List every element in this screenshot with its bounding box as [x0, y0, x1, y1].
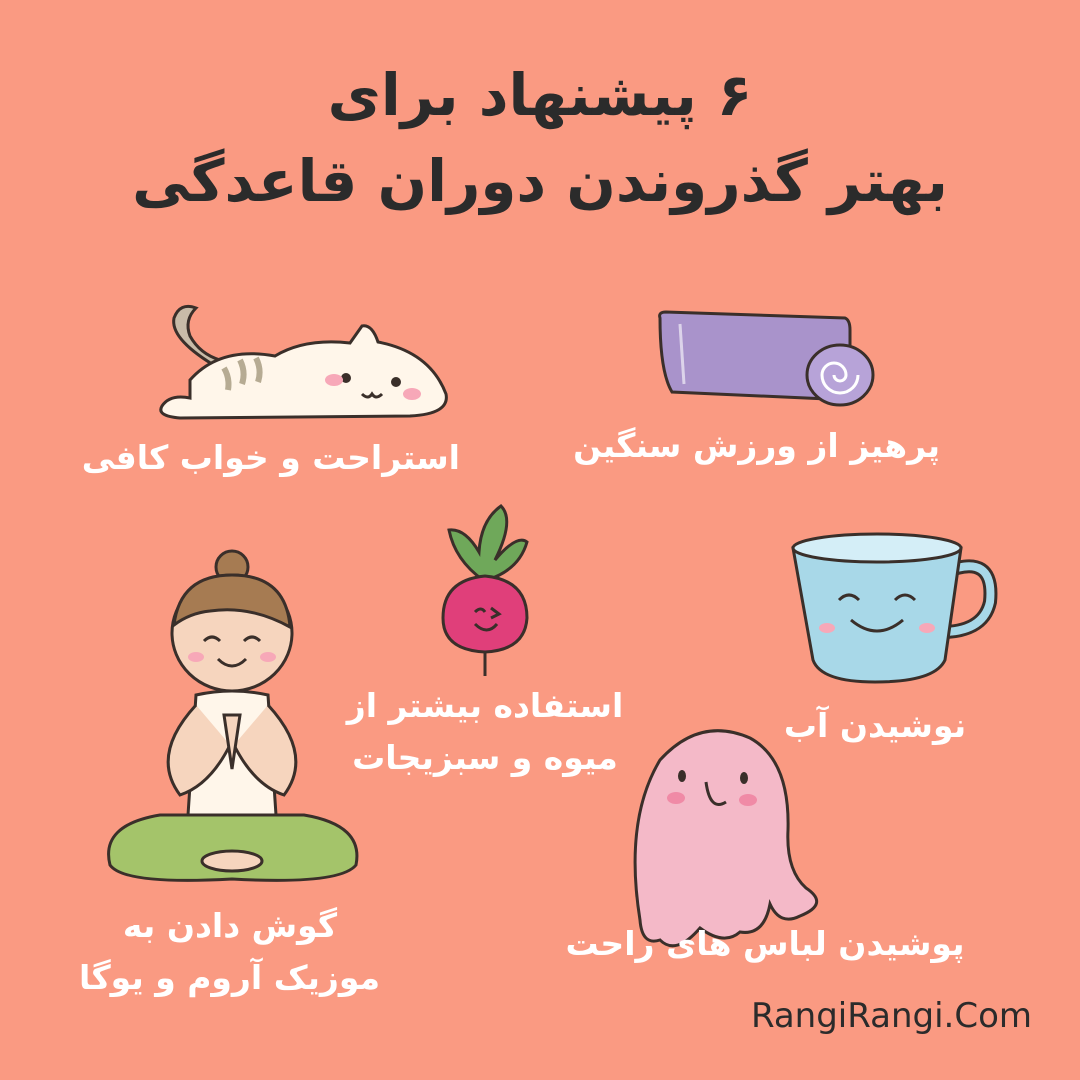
tip-music-and-yoga: [80, 900, 380, 1004]
tip-avoid-heavy-exercise: پرهیز از ورزش سنگین: [573, 426, 940, 465]
title-line-2: بهتر گذروندن دوران قاعدگی: [132, 147, 948, 215]
tip-fruits-vegetables: [340, 680, 630, 784]
yoga-mat-icon: [650, 300, 880, 415]
page-title: [0, 52, 1080, 224]
tip-fruits-vegetables-line-1: استفاده بیشتر از: [346, 686, 624, 725]
title-line-1: ۶ پیشنهاد برای: [327, 61, 753, 129]
tip-fruits-vegetables-line-2: میوه و سبزیجات: [352, 738, 618, 777]
tip-comfortable-clothes: پوشیدن لباس های راحت: [565, 924, 965, 963]
smiling-cup-icon: [785, 522, 1000, 687]
radish-icon: [435, 500, 535, 680]
tip-drink-water: نوشیدن آب: [783, 706, 967, 745]
sleeping-cat-icon: [150, 298, 460, 428]
brand-watermark: RangiRangi.Com: [750, 996, 1032, 1036]
tip-music-and-yoga-line-2: موزیک آروم و یوگا: [79, 958, 380, 997]
tip-music-and-yoga-line-1: گوش دادن به: [122, 906, 338, 945]
tip-rest-and-sleep: استراحت و خواب کافی: [81, 438, 460, 477]
meditating-woman-icon: [100, 545, 365, 890]
